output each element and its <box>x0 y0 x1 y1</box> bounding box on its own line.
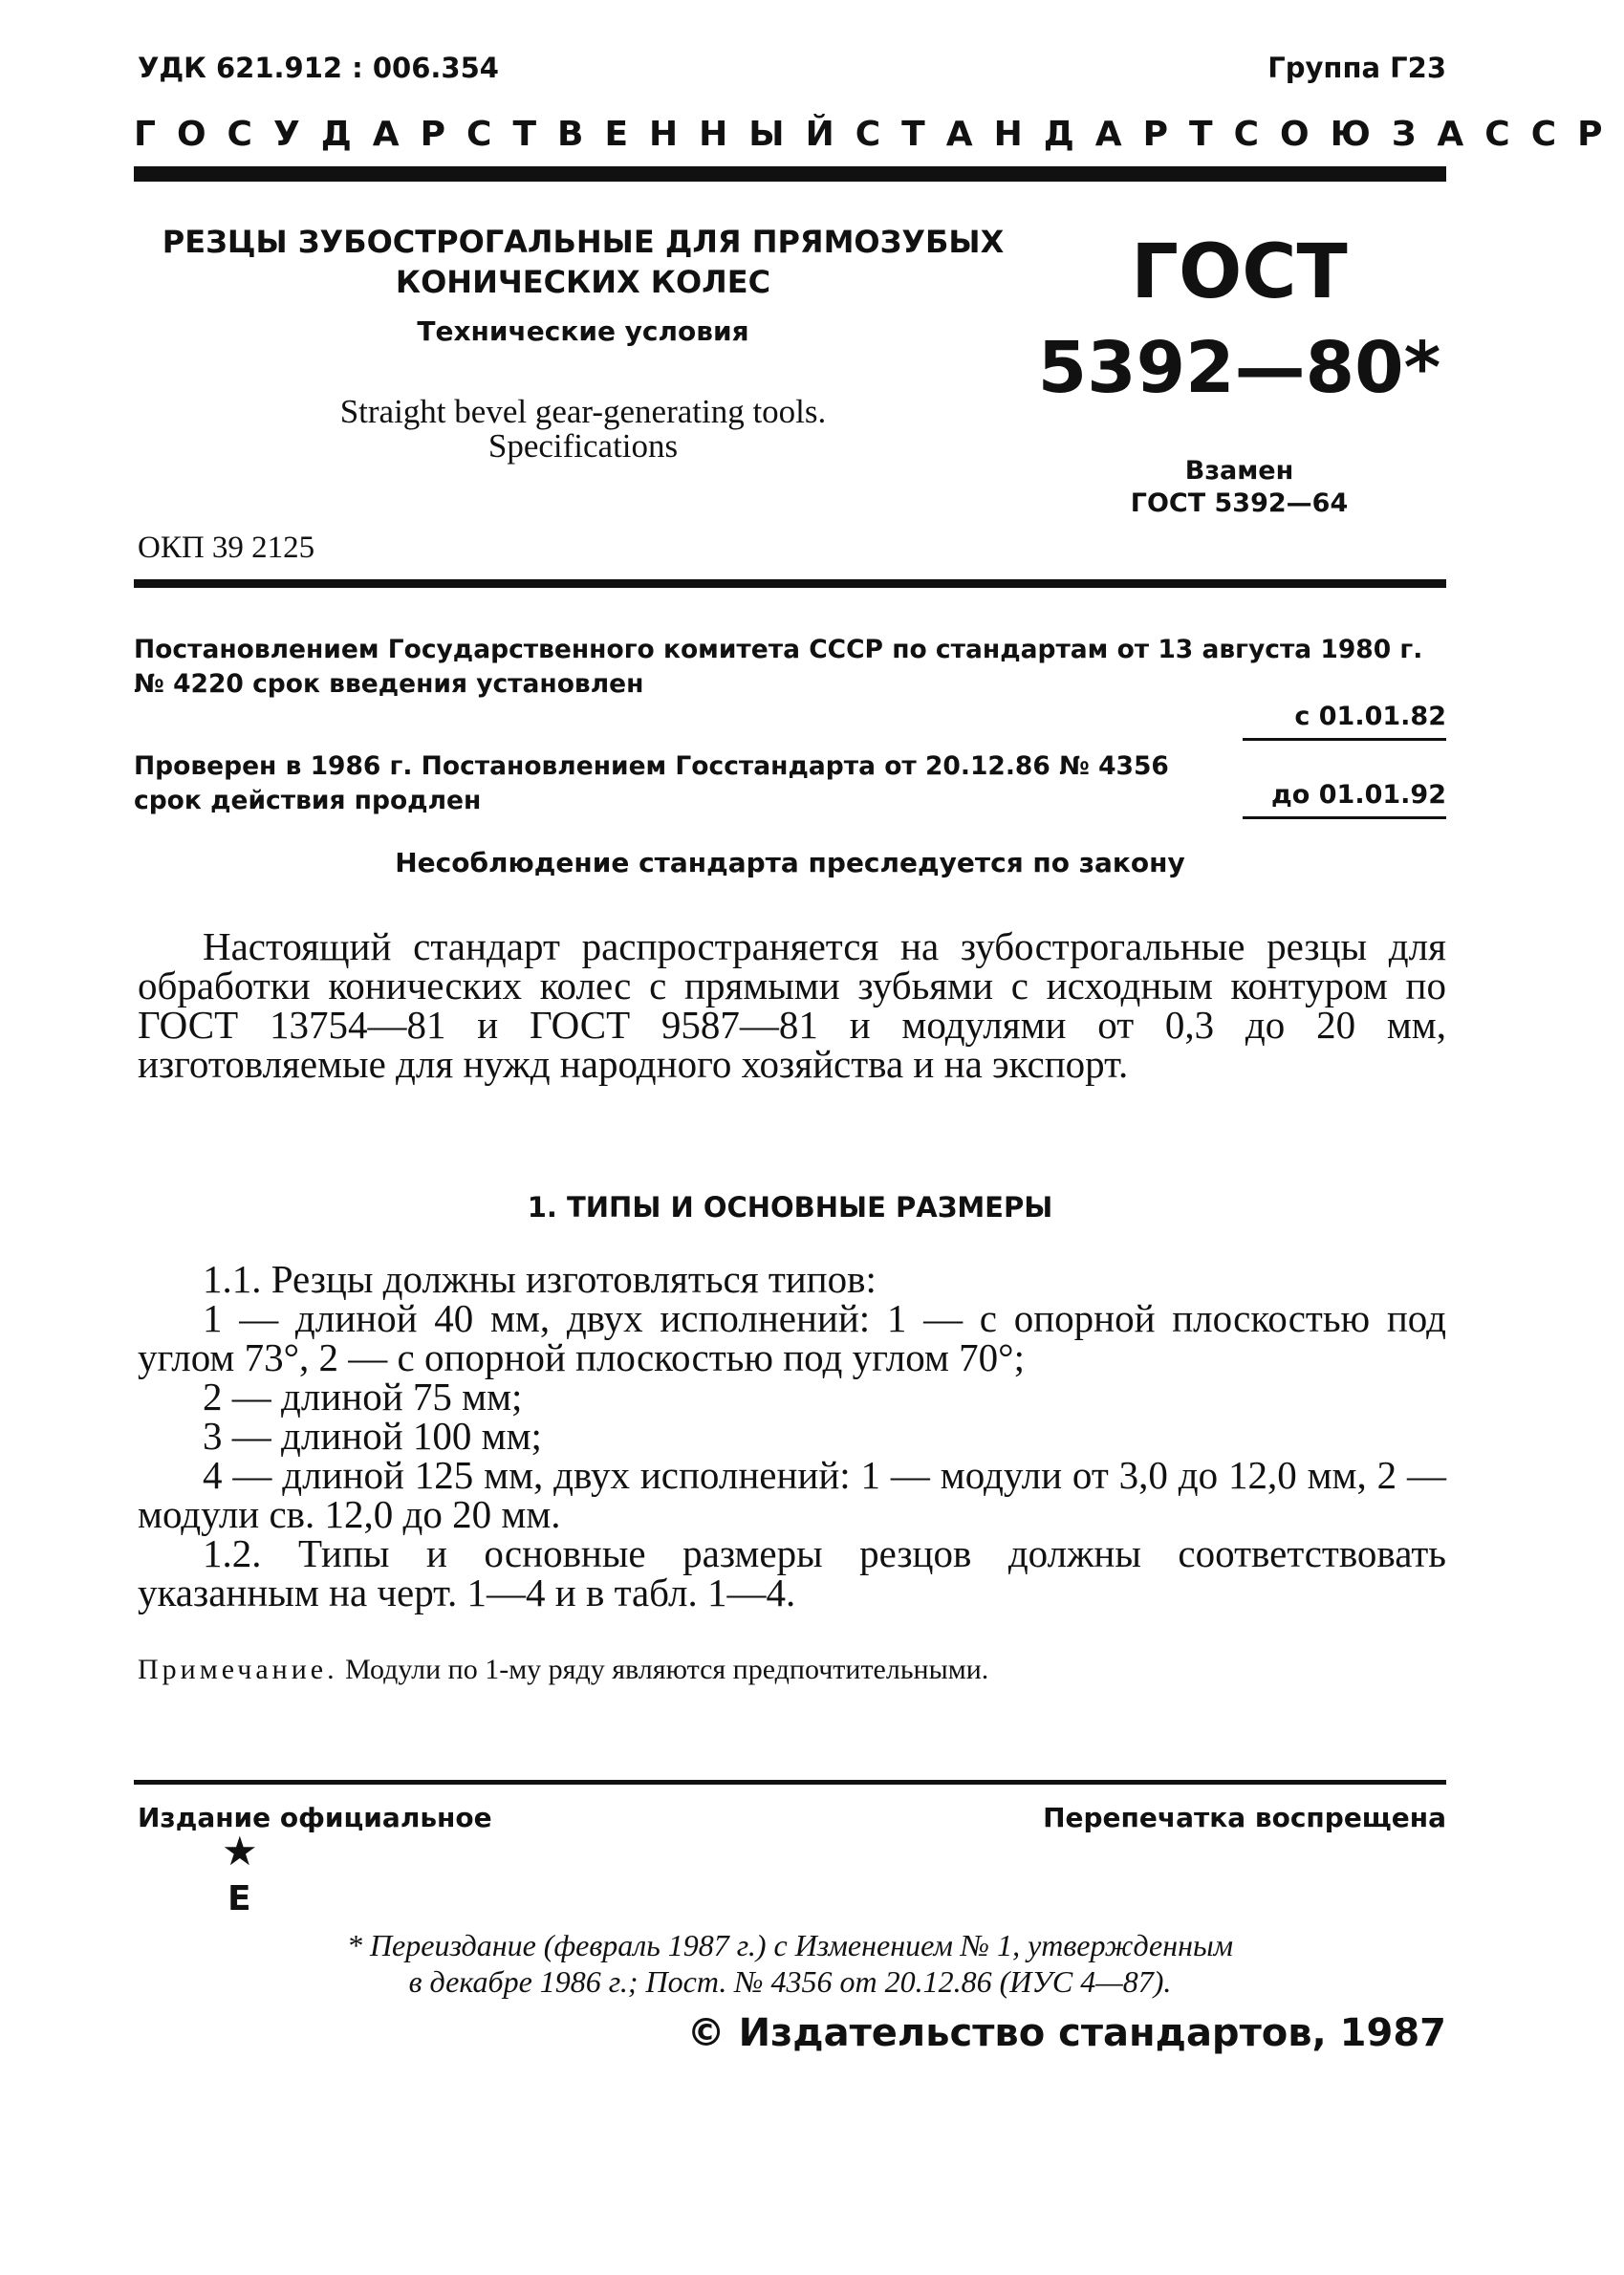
intro-text: Настоящий стандарт распространяется на зубострогальные резцы для обработки конических колес с прямыми зубьями с исходным контуром по ГОСТ 13754—81 и ГОСТ 9587—81 и модулями от 0,3 до 20 мм, изготовляемые для нужд народного хозяйства и на экспорт. <box>138 924 1446 1086</box>
type-1: 1 — длиной 40 мм, двух исполнений: 1 — с опорной плоскостью под углом 73°, 2 — с опорной плоскостью под углом 70°; <box>138 1296 1446 1379</box>
decree-text-2: Проверен в 1986 г. Постановлением Госстандарта от 20.12.86 № 4356 срок действия продлен <box>134 751 1169 815</box>
edition-label: Издание официальное <box>138 1802 492 1833</box>
replaces-value: ГОСТ 5392—64 <box>1130 488 1349 518</box>
type-2: 2 — длиной 75 мм; <box>203 1375 523 1419</box>
note-label: Примечание. <box>138 1654 338 1685</box>
footnote-line-1: * Переиздание (февраль 1987 г.) с Изменением № 1, утвержденным <box>346 1928 1234 1962</box>
clause-1-1: 1.1. Резцы должны изготовляться типов: <box>203 1257 877 1301</box>
footnote <box>134 1927 1446 2000</box>
subtitle: Технические условия <box>417 315 749 347</box>
gost-label: ГОСТ <box>1131 229 1348 315</box>
copyright: © Издательство стандартов, 1987 <box>686 2011 1446 2055</box>
decree-text-1: Постановлением Государственного комитета СССР по стандартам от 13 августа 1980 г. № 4220 срок введения установлен <box>134 635 1423 699</box>
english-title-line-2: Specifications <box>487 427 679 465</box>
clause-1-2: 1.2. Типы и основные размеры резцов должны соответствовать указанным на черт. 1—4 и в табл. 1—4. <box>138 1531 1446 1614</box>
intro-paragraph <box>138 924 1446 1086</box>
e-mark: Е <box>227 1879 251 1918</box>
legal-warning: Несоблюдение стандарта преследуется по закону <box>395 847 1185 878</box>
header-rule <box>134 166 1446 182</box>
title-rule <box>134 579 1446 588</box>
extended-date: до 01.01.92 <box>1271 780 1446 810</box>
group-code: Группа Г23 <box>1267 52 1446 84</box>
type-3: 3 — длиной 100 мм; <box>203 1414 542 1458</box>
udc-code: УДК 621.912 : 006.354 <box>138 52 499 84</box>
banner-word: СТАНДАРТ <box>855 115 1234 154</box>
banner-word: СОЮЗА <box>1233 115 1485 154</box>
title-line-2: КОНИЧЕСКИХ КОЛЕС <box>395 264 771 300</box>
gost-block <box>1032 229 1446 520</box>
okp-code: ОКП 39 2125 <box>138 531 315 565</box>
footer-rule <box>134 1780 1446 1785</box>
effective-date: с 01.01.82 <box>1294 702 1446 731</box>
title-line-1: РЕЗЦЫ ЗУБОСТРОГАЛЬНЫЕ ДЛЯ ПРЯМОЗУБЫХ <box>162 224 1005 260</box>
reprint-notice: Перепечатка воспрещена <box>1043 1802 1446 1833</box>
star-mark: ★ <box>222 1828 258 1874</box>
banner-word: ГОСУДАРСТВЕННЫЙ <box>134 115 855 154</box>
replaces-label: Взамен <box>1184 456 1294 486</box>
section-title: 1. ТИПЫ И ОСНОВНЫЕ РАЗМЕРЫ <box>527 1191 1053 1224</box>
footnote-line-2: в декабре 1986 г.; Пост. № 4356 от 20.12.86 (ИУС 4—87). <box>408 1964 1172 1999</box>
gost-number: 5392—80* <box>1037 327 1441 409</box>
section-body <box>138 1257 1446 1614</box>
type-4: 4 — длиной 125 мм, двух исполнений: 1 — модули от 3,0 до 12,0 мм, 2 — модули св. 12,0 до 20 мм. <box>138 1453 1446 1536</box>
note-text: Модули по 1-му ряду являются предпочтительными. <box>345 1654 989 1685</box>
title-block <box>134 222 1032 464</box>
standard-banner <box>134 115 1624 154</box>
note <box>138 1654 1446 1686</box>
date-rule-1 <box>1243 738 1446 741</box>
date-rule-2 <box>1243 816 1446 819</box>
banner-word: ССР <box>1484 115 1624 154</box>
english-title-line-1: Straight bevel gear-generating tools. <box>339 393 827 430</box>
